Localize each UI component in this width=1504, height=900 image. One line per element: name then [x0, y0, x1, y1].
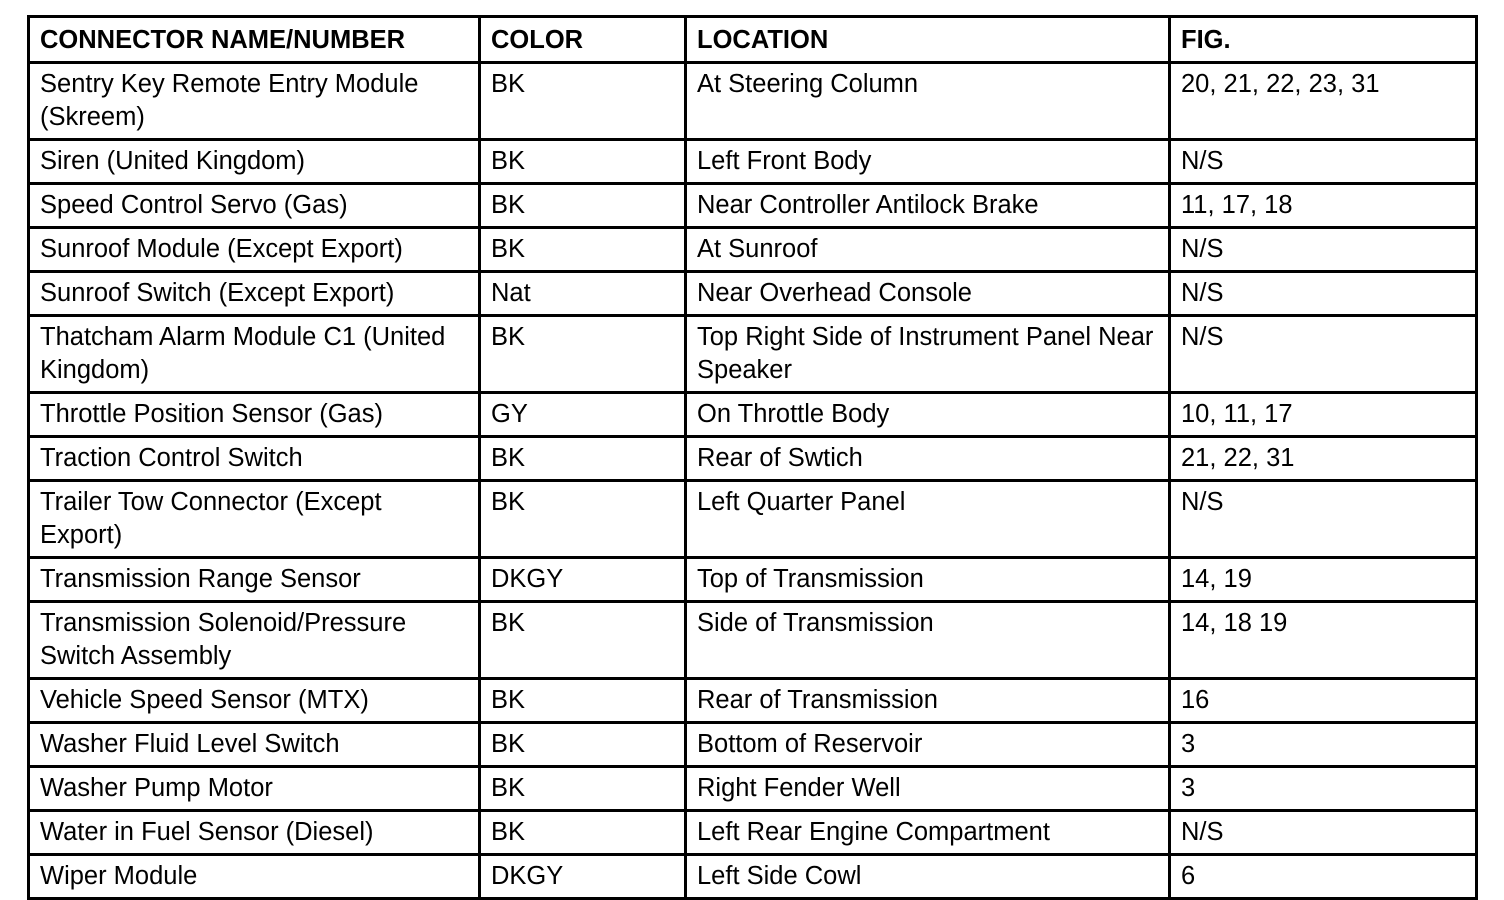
- table-row: [29, 723, 1477, 767]
- cell-color: GY: [480, 393, 686, 437]
- cell-connector-name: Wiper Module: [29, 855, 480, 899]
- cell-location: At Sunroof: [686, 228, 1170, 272]
- table-row: [29, 316, 1477, 393]
- table-row: [29, 272, 1477, 316]
- cell-fig: N/S: [1170, 140, 1477, 184]
- cell-connector-name: Washer Fluid Level Switch: [29, 723, 480, 767]
- cell-location: Left Front Body: [686, 140, 1170, 184]
- cell-color: BK: [480, 767, 686, 811]
- cell-connector-name: Throttle Position Sensor (Gas): [29, 393, 480, 437]
- cell-location: Left Side Cowl: [686, 855, 1170, 899]
- header-color: COLOR: [480, 17, 686, 63]
- cell-color: BK: [480, 811, 686, 855]
- cell-connector-name: Siren (United Kingdom): [29, 140, 480, 184]
- cell-location: Bottom of Reservoir: [686, 723, 1170, 767]
- cell-location: Side of Transmission: [686, 602, 1170, 679]
- cell-color: BK: [480, 679, 686, 723]
- cell-location: Rear of Swtich: [686, 437, 1170, 481]
- cell-color: BK: [480, 228, 686, 272]
- cell-fig: 11, 17, 18: [1170, 184, 1477, 228]
- cell-location: Near Controller Antilock Brake: [686, 184, 1170, 228]
- table-row: [29, 437, 1477, 481]
- cell-location: Top of Transmission: [686, 558, 1170, 602]
- header-fig: FIG.: [1170, 17, 1477, 63]
- header-location: LOCATION: [686, 17, 1170, 63]
- table-header-row: [29, 17, 1477, 63]
- cell-connector-name: Water in Fuel Sensor (Diesel): [29, 811, 480, 855]
- table-row: [29, 679, 1477, 723]
- table-row: [29, 228, 1477, 272]
- cell-location: Near Overhead Console: [686, 272, 1170, 316]
- table-row: [29, 63, 1477, 140]
- cell-location: Top Right Side of Instrument Panel Near Speaker: [686, 316, 1170, 393]
- cell-fig: 14, 18 19: [1170, 602, 1477, 679]
- cell-color: BK: [480, 63, 686, 140]
- table-row: [29, 767, 1477, 811]
- cell-connector-name: Sunroof Module (Except Export): [29, 228, 480, 272]
- cell-color: BK: [480, 437, 686, 481]
- cell-fig: 21, 22, 31: [1170, 437, 1477, 481]
- cell-connector-name: Sentry Key Remote Entry Module (Skreem): [29, 63, 480, 140]
- cell-connector-name: Transmission Solenoid/Pressure Switch Assembly: [29, 602, 480, 679]
- cell-fig: 14, 19: [1170, 558, 1477, 602]
- cell-location: At Steering Column: [686, 63, 1170, 140]
- cell-fig: 10, 11, 17: [1170, 393, 1477, 437]
- cell-location: Rear of Transmission: [686, 679, 1170, 723]
- cell-color: BK: [480, 723, 686, 767]
- cell-color: Nat: [480, 272, 686, 316]
- cell-connector-name: Traction Control Switch: [29, 437, 480, 481]
- cell-location: Left Quarter Panel: [686, 481, 1170, 558]
- table-row: [29, 602, 1477, 679]
- table-row: [29, 811, 1477, 855]
- cell-connector-name: Sunroof Switch (Except Export): [29, 272, 480, 316]
- cell-color: DKGY: [480, 855, 686, 899]
- cell-connector-name: Thatcham Alarm Module C1 (United Kingdom): [29, 316, 480, 393]
- cell-location: Right Fender Well: [686, 767, 1170, 811]
- table-row: [29, 558, 1477, 602]
- cell-connector-name: Washer Pump Motor: [29, 767, 480, 811]
- cell-fig: N/S: [1170, 811, 1477, 855]
- cell-fig: 3: [1170, 767, 1477, 811]
- cell-connector-name: Vehicle Speed Sensor (MTX): [29, 679, 480, 723]
- cell-connector-name: Trailer Tow Connector (Except Export): [29, 481, 480, 558]
- cell-fig: 6: [1170, 855, 1477, 899]
- cell-fig: N/S: [1170, 272, 1477, 316]
- cell-location: On Throttle Body: [686, 393, 1170, 437]
- cell-color: DKGY: [480, 558, 686, 602]
- cell-color: BK: [480, 140, 686, 184]
- cell-fig: N/S: [1170, 481, 1477, 558]
- cell-color: BK: [480, 316, 686, 393]
- cell-location: Left Rear Engine Compartment: [686, 811, 1170, 855]
- cell-color: BK: [480, 481, 686, 558]
- cell-fig: 20, 21, 22, 23, 31: [1170, 63, 1477, 140]
- table-row: [29, 393, 1477, 437]
- connector-table: [27, 15, 1478, 900]
- cell-fig: N/S: [1170, 316, 1477, 393]
- cell-color: BK: [480, 184, 686, 228]
- cell-connector-name: Speed Control Servo (Gas): [29, 184, 480, 228]
- header-connector-name: CONNECTOR NAME/NUMBER: [29, 17, 480, 63]
- table-row: [29, 184, 1477, 228]
- cell-fig: 16: [1170, 679, 1477, 723]
- cell-color: BK: [480, 602, 686, 679]
- cell-fig: 3: [1170, 723, 1477, 767]
- table-row: [29, 481, 1477, 558]
- table-row: [29, 140, 1477, 184]
- cell-fig: N/S: [1170, 228, 1477, 272]
- table-row: [29, 855, 1477, 899]
- connector-table-container: [27, 15, 1475, 900]
- table-body: [29, 63, 1477, 899]
- cell-connector-name: Transmission Range Sensor: [29, 558, 480, 602]
